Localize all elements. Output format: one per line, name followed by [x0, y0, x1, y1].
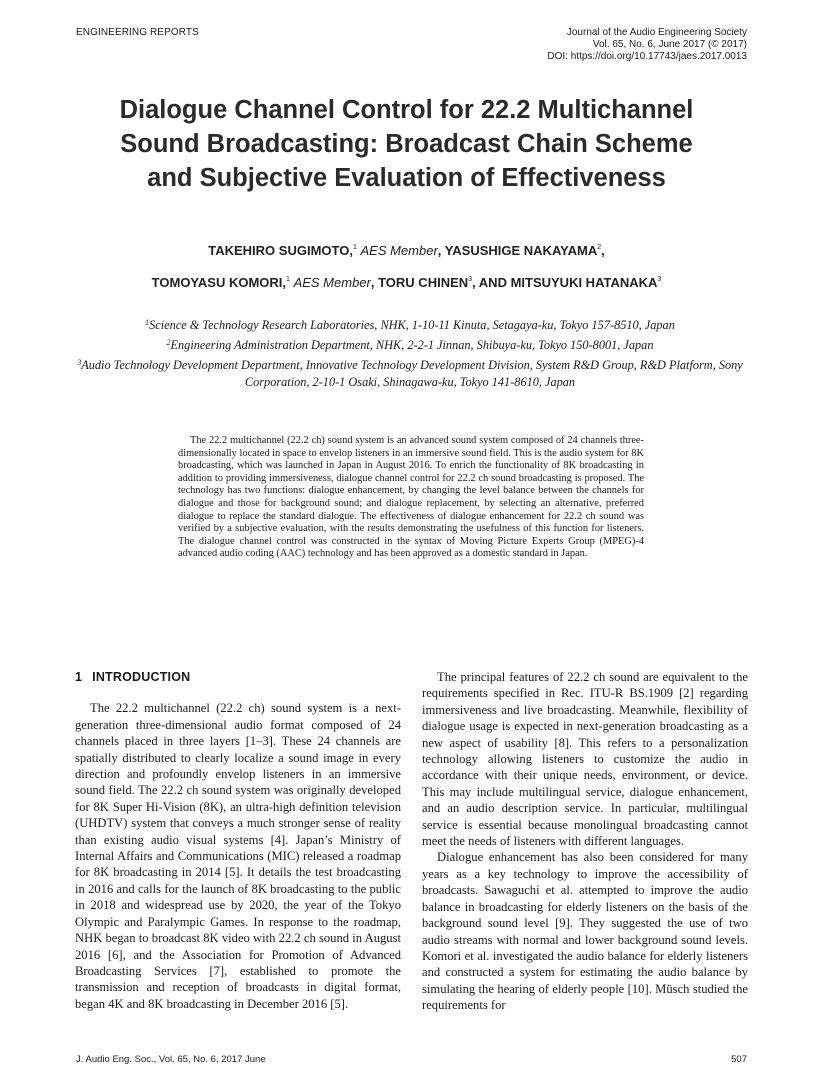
author-name: TAKEHIRO SUGIMOTO, — [208, 243, 353, 258]
section-number: 1 — [75, 670, 83, 684]
title-line: and Subjective Evaluation of Effectiveness — [147, 164, 666, 192]
affiliation-line — [60, 314, 760, 334]
affiliation-text: Audio Technology Development Department, Innovative Technology Development Division, System R&D Group, R&D Platform, Sony Corporation, 2-10-1 Osaki, Shinagawa-ku, Tokyo 141-8610, Japan — [81, 358, 743, 389]
member-role: AES Member — [360, 243, 438, 258]
abstract: The 22.2 multichannel (22.2 ch) sound system is an advanced sound system composed of 24 channels three-dimensionally located in space to envelop listeners in an immersive sound field. This is the audio system for 8K broadcasting, which was launched in Japan in August 2016. To enrich the functionality of 8K broadcasting in addition to providing immersiveness, dialogue channel control for 22.2 ch sound broadcasting is proposed. The technology has two functions: dialogue enhancement, by changing the level balance between the channels for dialogue and those for background sound; and dialogue replacement, by selecting an alternative, preferred dialogue to replace the standard dialogue. The effectiveness of dialogue enhancement for 22.2 ch sound was verified by a subjective evaluation, with the results demonstrating the usefulness of this function for listeners. The dialogue channel control was constructed in the syntax of Moving Picture Experts Group (MPEG)-4 advanced audio coding (AAC) technology and has been approved as a domestic standard in Japan. — [178, 435, 644, 560]
affiliation-line — [60, 354, 760, 391]
affiliation-mark: 1 — [352, 244, 357, 251]
affiliation-mark: 3 — [657, 276, 662, 283]
volume-line: Vol. 65, No. 6, June 2017 (© 2017) — [592, 39, 747, 50]
left-column — [75, 669, 401, 1012]
title-line: Dialogue Channel Control for 22.2 Multichannel — [119, 96, 694, 124]
affiliation-number: 2 — [166, 338, 171, 347]
affiliation-mark: 1 — [286, 276, 290, 283]
author-name: , TORU CHINEN — [370, 275, 469, 290]
affiliation-mark: 2 — [597, 244, 602, 251]
author-line — [40, 265, 773, 297]
journal-name: Journal of the Audio Engineering Society — [566, 27, 747, 38]
affiliation-number: 3 — [77, 358, 82, 367]
page-number: 507 — [731, 1054, 747, 1065]
affiliation-mark: 3 — [468, 276, 473, 283]
doi-link[interactable]: DOI: https://doi.org/10.17743/jaes.2017.0013 — [547, 51, 747, 62]
footer-citation: J. Audio Eng. Soc., Vol. 65, No. 6, 2017 June — [76, 1054, 266, 1065]
section-heading — [75, 669, 401, 685]
author-name: TOMOYASU KOMORI, — [151, 275, 287, 290]
member-role: AES Member — [293, 275, 371, 290]
affiliation-line — [60, 334, 760, 354]
author-name: , AND MITSUYUKI HATANAKA — [472, 275, 658, 290]
affiliation-number: 1 — [145, 318, 150, 327]
body-paragraph: The principal features of 22.2 ch sound are equivalent to the requirements specified in Rec. ITU-R BS.1909 [2] regarding immersiveness and live broadcasting. Meanwhile, flexibility of dialogue usage is expected in next-generation broadcasting as a new aspect of usability [8]. This refers to a personalization technology allowing listeners to customize the audio in accordance with their unique needs, environment, or device. This may include multilingual service, dialogue enhancement, and an audio description service. In particular, multilingual service is essential because monolingual broadcasting cannot meet the needs of listeners with different languages. — [422, 670, 748, 849]
journal-header — [447, 27, 747, 63]
section-title: INTRODUCTION — [92, 670, 191, 684]
author-name: , YASUSHIGE NAKAYAMA — [437, 243, 598, 258]
section-label: ENGINEERING REPORTS — [76, 27, 199, 38]
author-list — [40, 233, 773, 297]
author-line — [40, 233, 773, 265]
affiliation-text: Engineering Administration Department, NHK, 2-2-1 Jinnan, Shibuya-ku, Tokyo 150-8001, Japan — [170, 338, 654, 352]
affiliation-text: Science & Technology Research Laboratories, NHK, 1-10-11 Kinuta, Setagaya-ku, Tokyo 157-8510, Japan — [149, 318, 675, 332]
body-paragraph: Dialogue enhancement has also been considered for many years as a key technology to improve the accessibility of broadcasts. Sawaguchi et al. attempted to improve the audio balance in broadcasting for elderly listeners on the basis of the background sound level [9]. They suggested the use of two audio streams with normal and lower background sound levels. Komori et al. investigated the audio balance for elderly listeners and constructed a system for estimating the audio balance by simulating the hearing of elderly people [10]. Müsch studied the requirements for — [422, 850, 748, 1013]
affiliations — [60, 314, 760, 391]
paper-title — [40, 93, 773, 195]
separator: , — [601, 243, 605, 258]
title-line: Sound Broadcasting: Broadcast Chain Scheme — [120, 130, 693, 158]
body-paragraph: The 22.2 multichannel (22.2 ch) sound system is a next-generation three-dimensional audio format composed of 24 channels placed in three layers [1–3]. These 24 channels are spatially distributed to clearly localize a sound image in every direction and profoundly envelop listeners in an immersive sound field. The 22.2 ch sound system was originally developed for 8K Super Hi-Vision (8K), an ultra-high definition television (UHDTV) system that conveys a much stronger sense of reality than existing audio visual systems [4]. Japan’s Ministry of Internal Affairs and Communications (MIC) released a roadmap for 8K broadcasting in 2014 [5]. It details the test broadcasting in 2016 and calls for the launch of 8K broadcasting to the public in 2018 and widespread use by 2020, the year of the Tokyo Olympic and Paralympic Games. In response to the roadmap, NHK began to broadcast 8K video with 22.2 ch sound in August 2016 [6], and the Association for Promotion of Advanced Broadcasting Services [7], established to promote the transmission and reception of broadcasts in digital format, began 4K and 8K broadcasting in December 2016 [5]. — [75, 701, 401, 1011]
right-column — [422, 669, 748, 1014]
